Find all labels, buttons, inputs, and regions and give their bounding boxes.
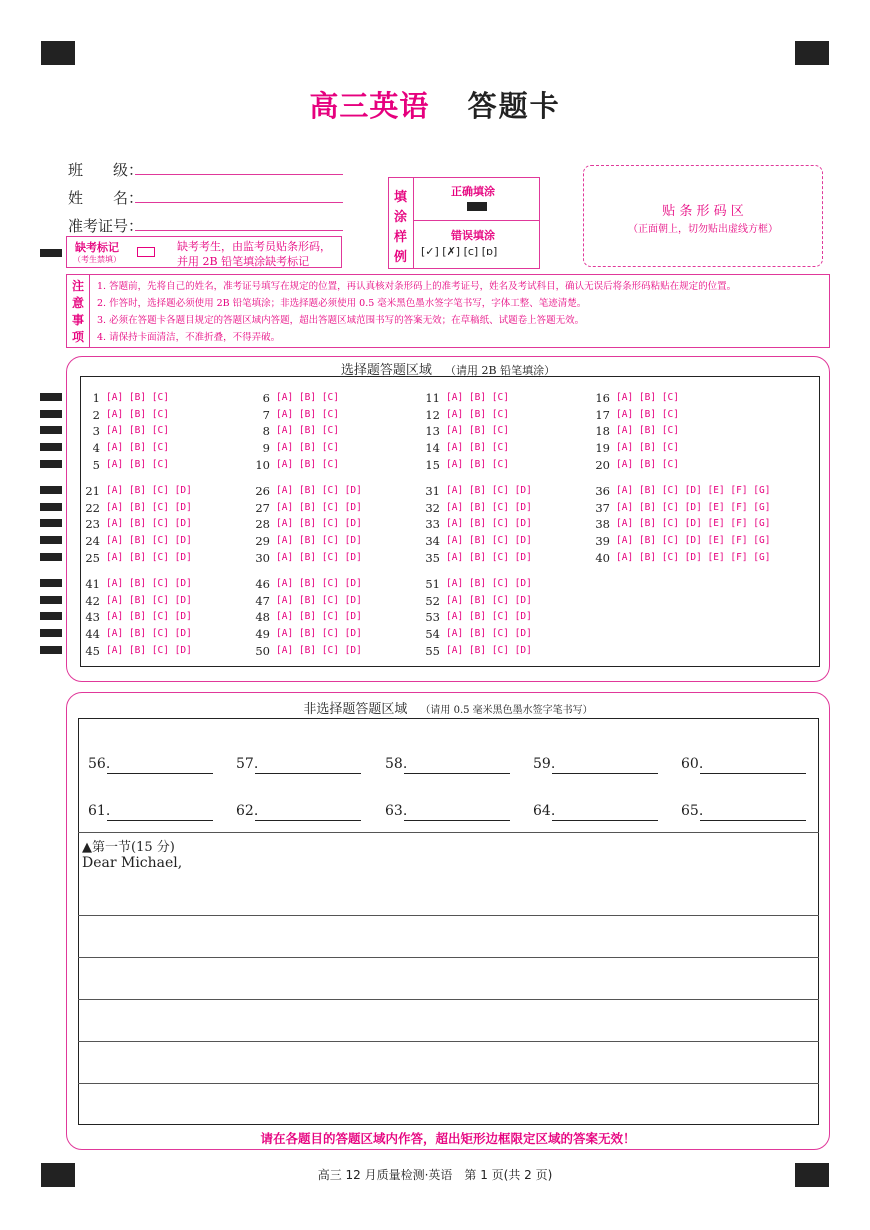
writing-line[interactable] [78, 915, 819, 916]
answer-options[interactable]: [A] [B] [C] [D] [446, 535, 532, 547]
blank-number: 60. [681, 756, 704, 772]
answer-options[interactable]: [A] [B] [C] [276, 408, 339, 420]
answer-options[interactable]: [A] [B] [C] [276, 392, 339, 403]
timing-mark [40, 612, 62, 620]
question-number: 22 [85, 500, 100, 515]
timing-mark [40, 249, 62, 257]
timing-mark [40, 536, 62, 544]
answer-options[interactable]: [A] [B] [C] [D] [446, 518, 532, 530]
writing-line[interactable] [78, 1083, 819, 1084]
question-number: 37 [595, 500, 610, 515]
answer-options[interactable]: [A] [B] [C] [446, 458, 509, 470]
blank-number: 62. [236, 803, 259, 819]
blank-number: 63. [385, 803, 408, 819]
timing-mark [40, 596, 62, 604]
nonmc-note: （请用 0.5 毫米黑色墨水签字笔书写） [420, 705, 593, 716]
question-number: 25 [85, 550, 100, 565]
class-label: 班 级： [68, 161, 144, 179]
answer-options[interactable]: [A] [B] [C] [D] [276, 551, 362, 563]
answer-options[interactable]: [A] [B] [C] [D] [276, 594, 362, 606]
question-number: 16 [595, 391, 610, 405]
answer-options[interactable]: [A] [B] [C] [616, 408, 679, 420]
absent-box [66, 236, 342, 268]
question-number: 48 [255, 610, 270, 625]
note-item-1: 1. 答题前，先将自己的姓名，准考证号填写在规定的位置，再认真核对条形码上的准考证号，姓名及考试科目，确认无误后将条形码粘贴在规定的位置。 [97, 281, 737, 292]
note-item-3: 3. 必须在答题卡各题目规定的答题区域内答题，超出答题区域范围书写的答案无效；在草稿纸、试题卷上答题无效。 [97, 315, 585, 326]
answer-options[interactable]: [A] [B] [C] [D] [276, 628, 362, 640]
question-number: 38 [595, 517, 610, 532]
notes-char-1: 注 [72, 279, 85, 293]
answer-options[interactable]: [A] [B] [C] [616, 442, 679, 454]
barcode-area [583, 165, 823, 267]
question-number: 54 [425, 627, 440, 642]
blank-answer-line[interactable] [107, 820, 213, 821]
question-number: 55 [425, 643, 440, 658]
question-number: 4 [92, 441, 100, 456]
nonmc-title: 非选择题答题区域 [303, 702, 408, 717]
question-number: 44 [85, 627, 100, 642]
nonmc-section-title [66, 698, 830, 717]
question-number: 30 [255, 550, 270, 565]
question-number: 26 [255, 484, 270, 498]
absent-desc-2: 并用 2B 铅笔填涂缺考标记 [177, 255, 310, 268]
question-number: 10 [255, 457, 270, 472]
timing-mark [40, 579, 62, 587]
divider-line [78, 832, 819, 833]
answer-options[interactable]: [A] [B] [C] [616, 458, 679, 470]
question-number: 20 [595, 457, 610, 472]
fill-char-1: 填 [394, 190, 408, 205]
question-number: 15 [425, 457, 440, 472]
timing-mark [40, 629, 62, 637]
question-number: 43 [85, 610, 100, 625]
question-number: 31 [425, 484, 440, 498]
timing-mark [40, 646, 62, 654]
writing-line[interactable] [78, 999, 819, 1000]
question-number: 5 [92, 457, 100, 472]
name-field[interactable] [135, 202, 343, 203]
question-number: 3 [92, 424, 100, 439]
question-number: 32 [425, 500, 440, 515]
question-number: 12 [425, 407, 440, 422]
wrong-fill-label: 错误填涂 [451, 229, 495, 242]
answer-options[interactable]: [A] [B] [C] [D] [276, 578, 362, 589]
fill-char-3: 样 [394, 230, 408, 245]
answer-options[interactable]: [A] [B] [C] [276, 425, 339, 437]
correct-fill-label: 正确填涂 [451, 185, 495, 198]
answer-options[interactable]: [A] [B] [C] [D] [E] [F] [G] [616, 518, 771, 530]
blank-answer-line[interactable] [552, 773, 658, 774]
question-number: 29 [255, 534, 270, 549]
timing-mark [40, 443, 62, 451]
answer-options[interactable]: [A] [B] [C] [D] [E] [F] [G] [616, 551, 771, 563]
corner-mark-top-left [41, 41, 75, 65]
answer-options[interactable]: [A] [B] [C] [446, 442, 509, 454]
blank-answer-line[interactable] [700, 820, 806, 821]
blank-number: 56. [88, 756, 111, 772]
fill-example-box [388, 177, 540, 269]
answer-options[interactable]: [A] [B] [C] [D] [446, 578, 532, 589]
timing-mark [40, 410, 62, 418]
answer-options[interactable]: [A] [B] [C] [D] [106, 578, 192, 589]
question-number: 34 [425, 534, 440, 549]
question-number: 27 [255, 500, 270, 515]
answer-options[interactable]: [A] [B] [C] [D] [276, 518, 362, 530]
answer-options[interactable]: [A] [B] [C] [D] [446, 551, 532, 563]
notes-char-3: 事 [72, 313, 85, 327]
answer-options[interactable]: [A] [B] [C] [D] [106, 611, 192, 623]
mc-note: （请用 2B 铅笔填涂） [445, 364, 556, 377]
timing-mark [40, 553, 62, 561]
answer-options[interactable]: [A] [B] [C] [D] [446, 628, 532, 640]
blank-number: 65. [681, 803, 704, 819]
blank-answer-line[interactable] [255, 820, 361, 821]
timing-mark [40, 503, 62, 511]
blank-answer-line[interactable] [255, 773, 361, 774]
answer-options[interactable]: [A] [B] [C] [D] [446, 611, 532, 623]
blank-number: 61. [88, 803, 111, 819]
answer-options[interactable]: [A] [B] [C] [106, 408, 169, 420]
question-number: 53 [425, 610, 440, 625]
question-number: 49 [255, 627, 270, 642]
blank-answer-line[interactable] [700, 773, 806, 774]
blank-number: 57. [236, 756, 259, 772]
question-number: 35 [425, 550, 440, 565]
question-number: 8 [262, 424, 270, 439]
question-number: 52 [425, 593, 440, 608]
question-number: 50 [255, 643, 270, 658]
absent-sublabel: （考生禁填） [73, 255, 121, 264]
answer-options[interactable]: [A] [B] [C] [D] [276, 501, 362, 513]
answer-options[interactable]: [A] [B] [C] [276, 442, 339, 454]
answer-options[interactable]: [A] [B] [C] [106, 392, 169, 403]
answer-options[interactable]: [A] [B] [C] [D] [276, 644, 362, 656]
title-subject: 高三英语 [309, 89, 430, 123]
blank-number: 58. [385, 756, 408, 772]
question-number: 33 [425, 517, 440, 532]
nonmc-answer-area [78, 718, 819, 1125]
question-number: 1 [92, 391, 100, 405]
answer-options[interactable]: [A] [B] [C] [D] [106, 535, 192, 547]
page-footer: 高三 12 月质量检测·英语 第 1 页(共 2 页) [317, 1168, 553, 1182]
answer-options[interactable]: [A] [B] [C] [446, 425, 509, 437]
question-number: 21 [85, 484, 100, 498]
question-number: 13 [425, 424, 440, 439]
note-item-2: 2. 作答时，选择题必须使用 2B 铅笔填涂；非选择题必须使用 0.5 毫米黑色墨水签字笔书写，字体工整、笔迹清楚。 [97, 298, 587, 309]
question-number: 51 [425, 577, 440, 591]
fill-char-2: 涂 [394, 210, 408, 225]
mc-title: 选择题答题区域 [340, 363, 432, 378]
blank-answer-line[interactable] [552, 820, 658, 821]
question-number: 24 [85, 534, 100, 549]
question-number: 41 [85, 577, 100, 591]
question-number: 19 [595, 441, 610, 456]
blank-answer-line[interactable] [107, 773, 213, 774]
question-number: 14 [425, 441, 440, 456]
question-number: 46 [255, 577, 270, 591]
question-number: 23 [85, 517, 100, 532]
writing-salutation[interactable]: Dear Michael, [82, 855, 183, 871]
wrong-fill-samples: [✓] [✗] [c] [ɒ] [421, 245, 498, 258]
answer-options[interactable]: [A] [B] [C] [D] [E] [F] [G] [616, 501, 771, 513]
barcode-title: 贴 条 形 码 区 [662, 204, 744, 219]
name-label: 姓 名： [68, 189, 144, 207]
notes-char-2: 意 [72, 296, 85, 310]
timing-mark [40, 426, 62, 434]
timing-mark [40, 393, 62, 401]
answer-options[interactable]: [A] [B] [C] [D] [446, 594, 532, 606]
notes-char-4: 项 [72, 330, 85, 344]
question-number: 18 [595, 424, 610, 439]
barcode-note: （正面朝上，切勿贴出虚线方框） [628, 224, 778, 235]
answer-options[interactable]: [A] [B] [C] [106, 442, 169, 454]
answer-options[interactable]: [A] [B] [C] [D] [446, 501, 532, 513]
absent-desc-1: 缺考考生，由监考员贴条形码， [177, 240, 331, 253]
answer-options[interactable]: [A] [B] [C] [D] [106, 644, 192, 656]
answer-options[interactable]: [A] [B] [C] [616, 392, 679, 403]
answer-options[interactable]: [A] [B] [C] [D] [106, 501, 192, 513]
answer-options[interactable]: [A] [B] [C] [D] [276, 485, 362, 496]
blank-number: 59. [533, 756, 556, 772]
question-number: 17 [595, 407, 610, 422]
exam-no-label: 准考证号： [68, 217, 144, 235]
answer-options[interactable]: [A] [B] [C] [D] [276, 611, 362, 623]
answer-options[interactable]: [A] [B] [C] [106, 425, 169, 437]
answer-options[interactable]: [A] [B] [C] [276, 458, 339, 470]
exam-no-field[interactable] [135, 230, 343, 231]
absent-label: 缺考标记 [75, 241, 119, 254]
correct-fill-sample [467, 202, 487, 211]
blank-answer-line[interactable] [404, 820, 510, 821]
answer-options[interactable]: [A] [B] [C] [D] [106, 594, 192, 606]
question-number: 7 [262, 407, 270, 422]
question-number: 36 [595, 484, 610, 498]
answer-options[interactable]: [A] [B] [C] [D] [106, 551, 192, 563]
writing-line[interactable] [78, 1041, 819, 1042]
blank-answer-line[interactable] [404, 773, 510, 774]
fill-char-4: 例 [394, 250, 408, 265]
question-number: 47 [255, 593, 270, 608]
notes-box [66, 274, 830, 348]
answer-options[interactable]: [A] [B] [C] [D] [106, 518, 192, 530]
question-number: 42 [85, 593, 100, 608]
answer-options[interactable]: [A] [B] [C] [446, 392, 509, 403]
answer-options[interactable]: [A] [B] [C] [D] [446, 644, 532, 656]
question-number: 6 [262, 391, 270, 405]
timing-mark [40, 486, 62, 494]
answer-options[interactable]: [A] [B] [C] [616, 425, 679, 437]
title-card: 答题卡 [467, 89, 561, 123]
answer-options[interactable]: [A] [B] [C] [D] [446, 485, 532, 496]
question-number: 45 [85, 643, 100, 658]
answer-options[interactable]: [A] [B] [C] [D] [E] [F] [G] [616, 535, 771, 547]
answer-options[interactable]: [A] [B] [C] [D] [106, 485, 192, 496]
answer-options[interactable]: [A] [B] [C] [D] [106, 628, 192, 640]
corner-mark-top-right [795, 41, 829, 65]
question-number: 9 [262, 441, 270, 456]
class-field[interactable] [135, 174, 343, 175]
timing-mark [40, 460, 62, 468]
question-number: 28 [255, 517, 270, 532]
answer-options[interactable]: [A] [B] [C] [106, 458, 169, 470]
answer-options[interactable]: [A] [B] [C] [446, 408, 509, 420]
answer-options[interactable]: [A] [B] [C] [D] [E] [F] [G] [616, 485, 771, 496]
blank-number: 64. [533, 803, 556, 819]
question-number: 39 [595, 534, 610, 549]
question-number: 11 [425, 391, 440, 405]
absent-checkbox[interactable] [137, 247, 155, 257]
writing-line[interactable] [78, 957, 819, 958]
timing-mark [40, 519, 62, 527]
answer-options[interactable]: [A] [B] [C] [D] [276, 535, 362, 547]
question-number: 40 [595, 550, 610, 565]
note-item-4: 4. 请保持卡面清洁，不准折叠，不得弄破。 [97, 332, 281, 343]
question-number: 2 [92, 407, 100, 422]
page-title [0, 84, 870, 125]
writing-section-label: ▲第一节(15 分) [82, 840, 175, 855]
warning-text: 请在各题目的答题区域内作答，超出矩形边框限定区域的答案无效！ [260, 1131, 636, 1146]
